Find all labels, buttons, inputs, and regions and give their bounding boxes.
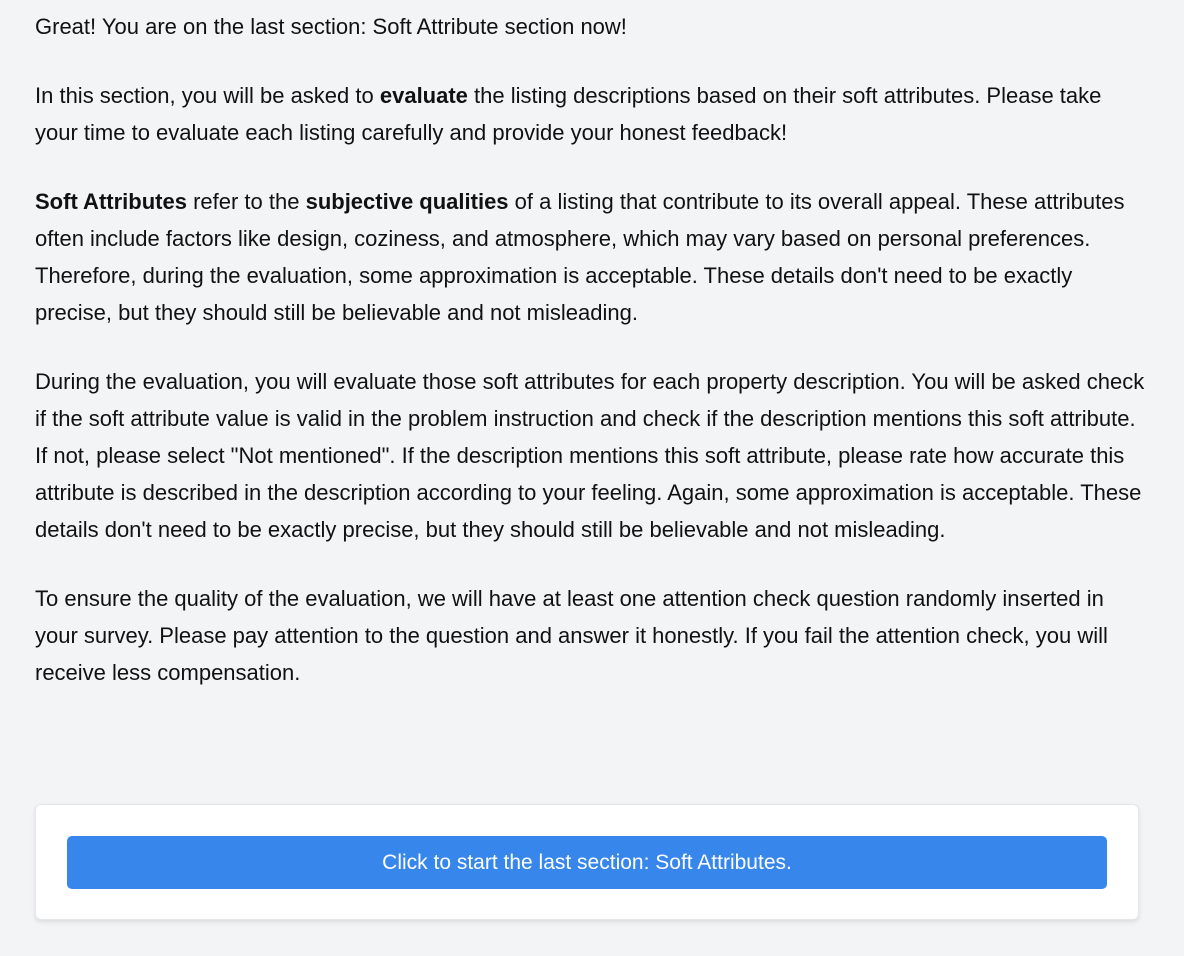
definition-text: refer to the bbox=[186, 189, 306, 214]
subjective-qualities-term: subjective qualities bbox=[305, 189, 509, 214]
instructions bbox=[35, 8, 1147, 723]
intro-greeting: Great! You are on the last section: Soft Attribute section now! bbox=[35, 14, 627, 39]
start-last-section-button[interactable]: Click to start the last section: Soft Attributes. bbox=[67, 836, 1107, 889]
definition-text: of a listing that contribute to its overall appeal. These attributes often include factors like design, coziness, and atmosphere, which may vary based on personal preferences. Therefore, during the evaluation, some approximation is acceptable. These details don't need to be exactly precise, but they should still be believable and not misleading. bbox=[35, 189, 1125, 325]
soft-attributes-term: Soft Attributes bbox=[35, 189, 187, 214]
evaluation-instructions: During the evaluation, you will evaluate those soft attributes for each property description. You will be asked check if the soft attribute value is valid in the problem instruction and check if the description mentions this soft attribute. If not, please select "Not mentioned". If the description mentions this soft attribute, please rate how accurate this attribute is described in the description according to your feeling. Again, some approximation is acceptable. These details don't need to be exactly precise, but they should still be believable and not misleading. bbox=[35, 369, 1145, 542]
attention-check-notice: To ensure the quality of the evaluation, we will have at least one attention check question randomly inserted in your survey. Please pay attention to the question and answer it honestly. If you fail the attention check, you will receive less compensation. bbox=[35, 586, 1108, 685]
soft-attributes-definition bbox=[35, 183, 1147, 331]
evaluate-emphasis: evaluate bbox=[379, 83, 468, 108]
intro-text: the listing descriptions based on their soft attributes. Please take your time to evaluate each listing carefully and provide your honest feedback! bbox=[35, 83, 1102, 145]
intro-text: In this section, you will be asked to bbox=[35, 83, 380, 108]
start-section-card bbox=[35, 804, 1139, 920]
intro-section-description bbox=[35, 77, 1147, 151]
